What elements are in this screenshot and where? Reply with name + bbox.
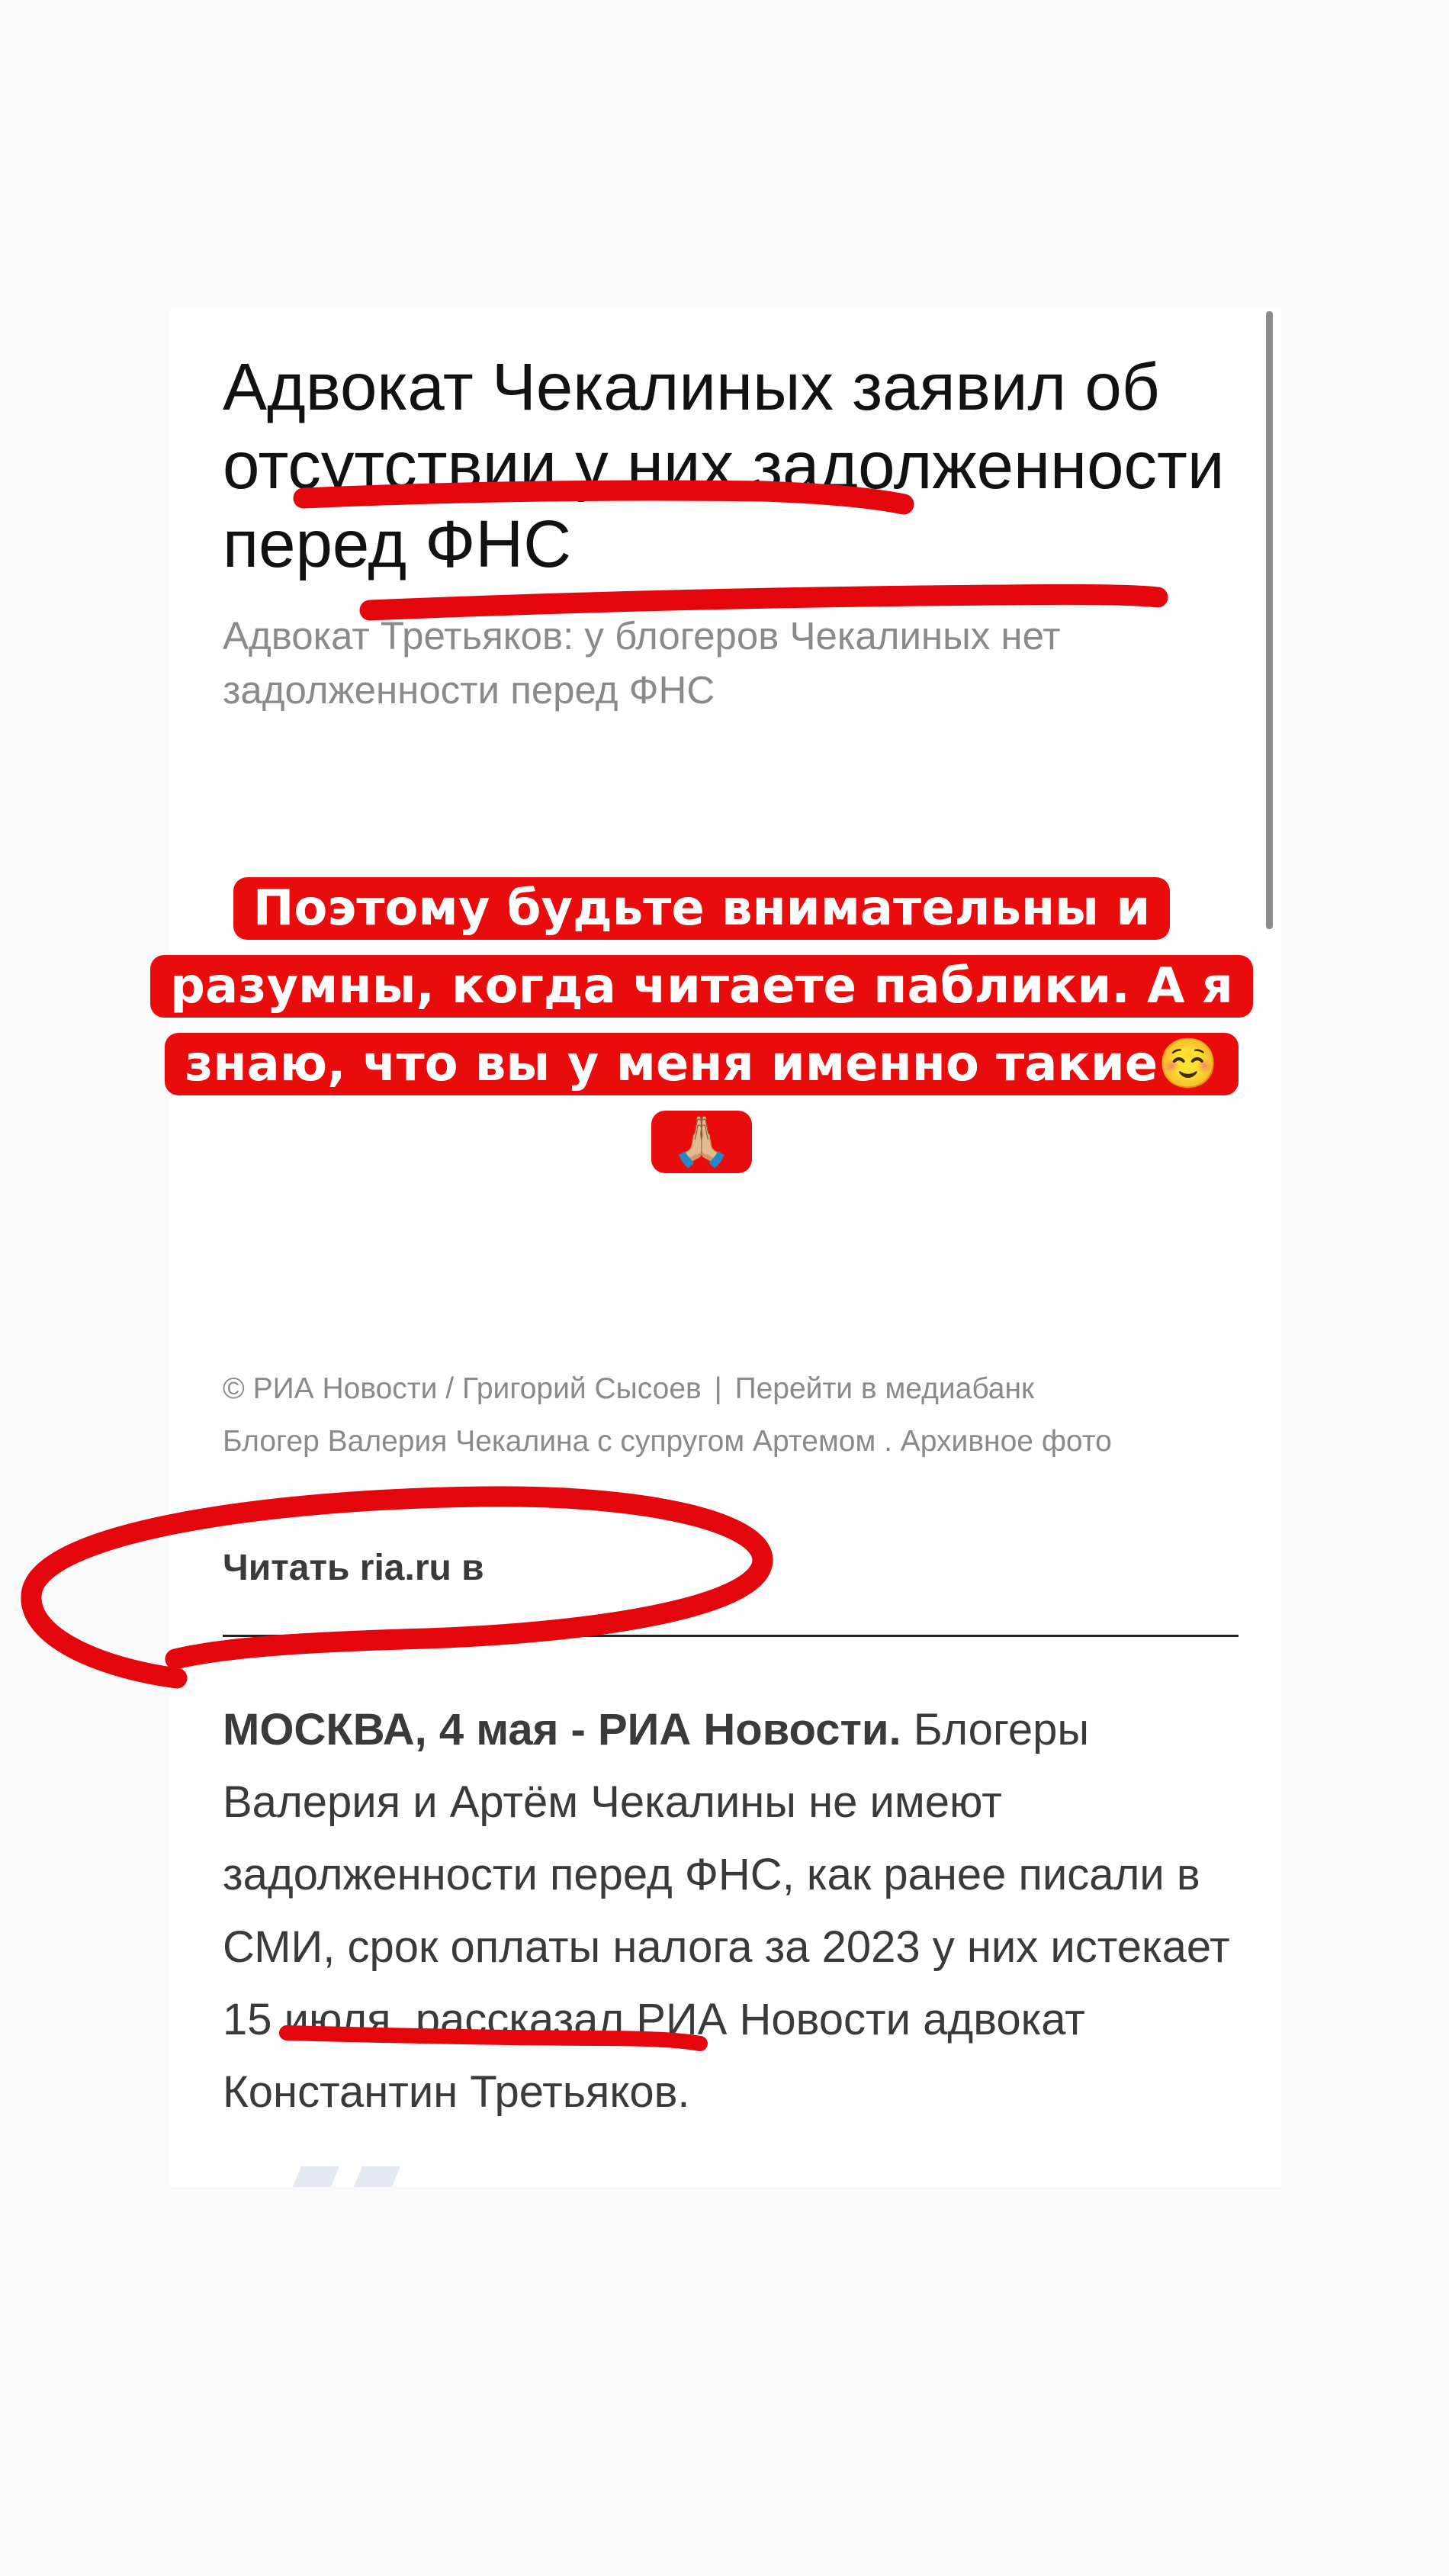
photo-credit-row	[223, 1371, 1034, 1407]
scrollbar[interactable]	[1266, 311, 1273, 929]
read-ria-in-link[interactable]: Читать ria.ru в	[223, 1548, 484, 1588]
story-text-sticker	[122, 870, 1281, 1181]
photo-credit: © РИА Новости / Григорий Сысоев	[223, 1372, 702, 1405]
article-subtitle: Адвокат Третьяков: у блогеров Чекалиных нет задолженности перед ФНС	[223, 614, 1061, 712]
article-body-text: Блогеры Валерия и Артём Чекалины не имеют задолженности перед ФНС, как ранее писали в СМИ, срок оплаты налога за 2023 у них истекает 15 июля, рассказал РИА Новости адвокат Константин Третьяков.	[223, 1705, 1230, 2117]
quote-marks-icon	[278, 2166, 431, 2187]
sticker-line-4	[651, 1111, 752, 1173]
sticker-line-2: разумны, когда читаете паблики. А я	[150, 955, 1253, 1018]
smiling-face-emoji: ☺️	[1158, 1036, 1219, 1092]
article-body	[223, 1693, 1245, 2128]
mediabank-link[interactable]: Перейти в медиабанк	[734, 1372, 1035, 1405]
section-divider	[223, 1635, 1239, 1637]
photo-caption: Блогер Валерия Чекалина с супругом Артемом . Архивное фото	[223, 1425, 1112, 1458]
praying-hands-emoji: 🙏🏼	[671, 1114, 732, 1170]
sticker-line-3-text: знаю, что вы у меня именно такие	[185, 1036, 1158, 1092]
sticker-line-1: Поэтому будьте внимательны и	[233, 877, 1170, 940]
article-headline: Адвокат Чекалиных заявил об отсутствии у них задолженности перед ФНС	[223, 350, 1225, 581]
article-dateline: МОСКВА, 4 мая - РИА Новости.	[223, 1705, 901, 1754]
sticker-line-3	[165, 1033, 1239, 1095]
credit-separator: |	[714, 1372, 722, 1405]
